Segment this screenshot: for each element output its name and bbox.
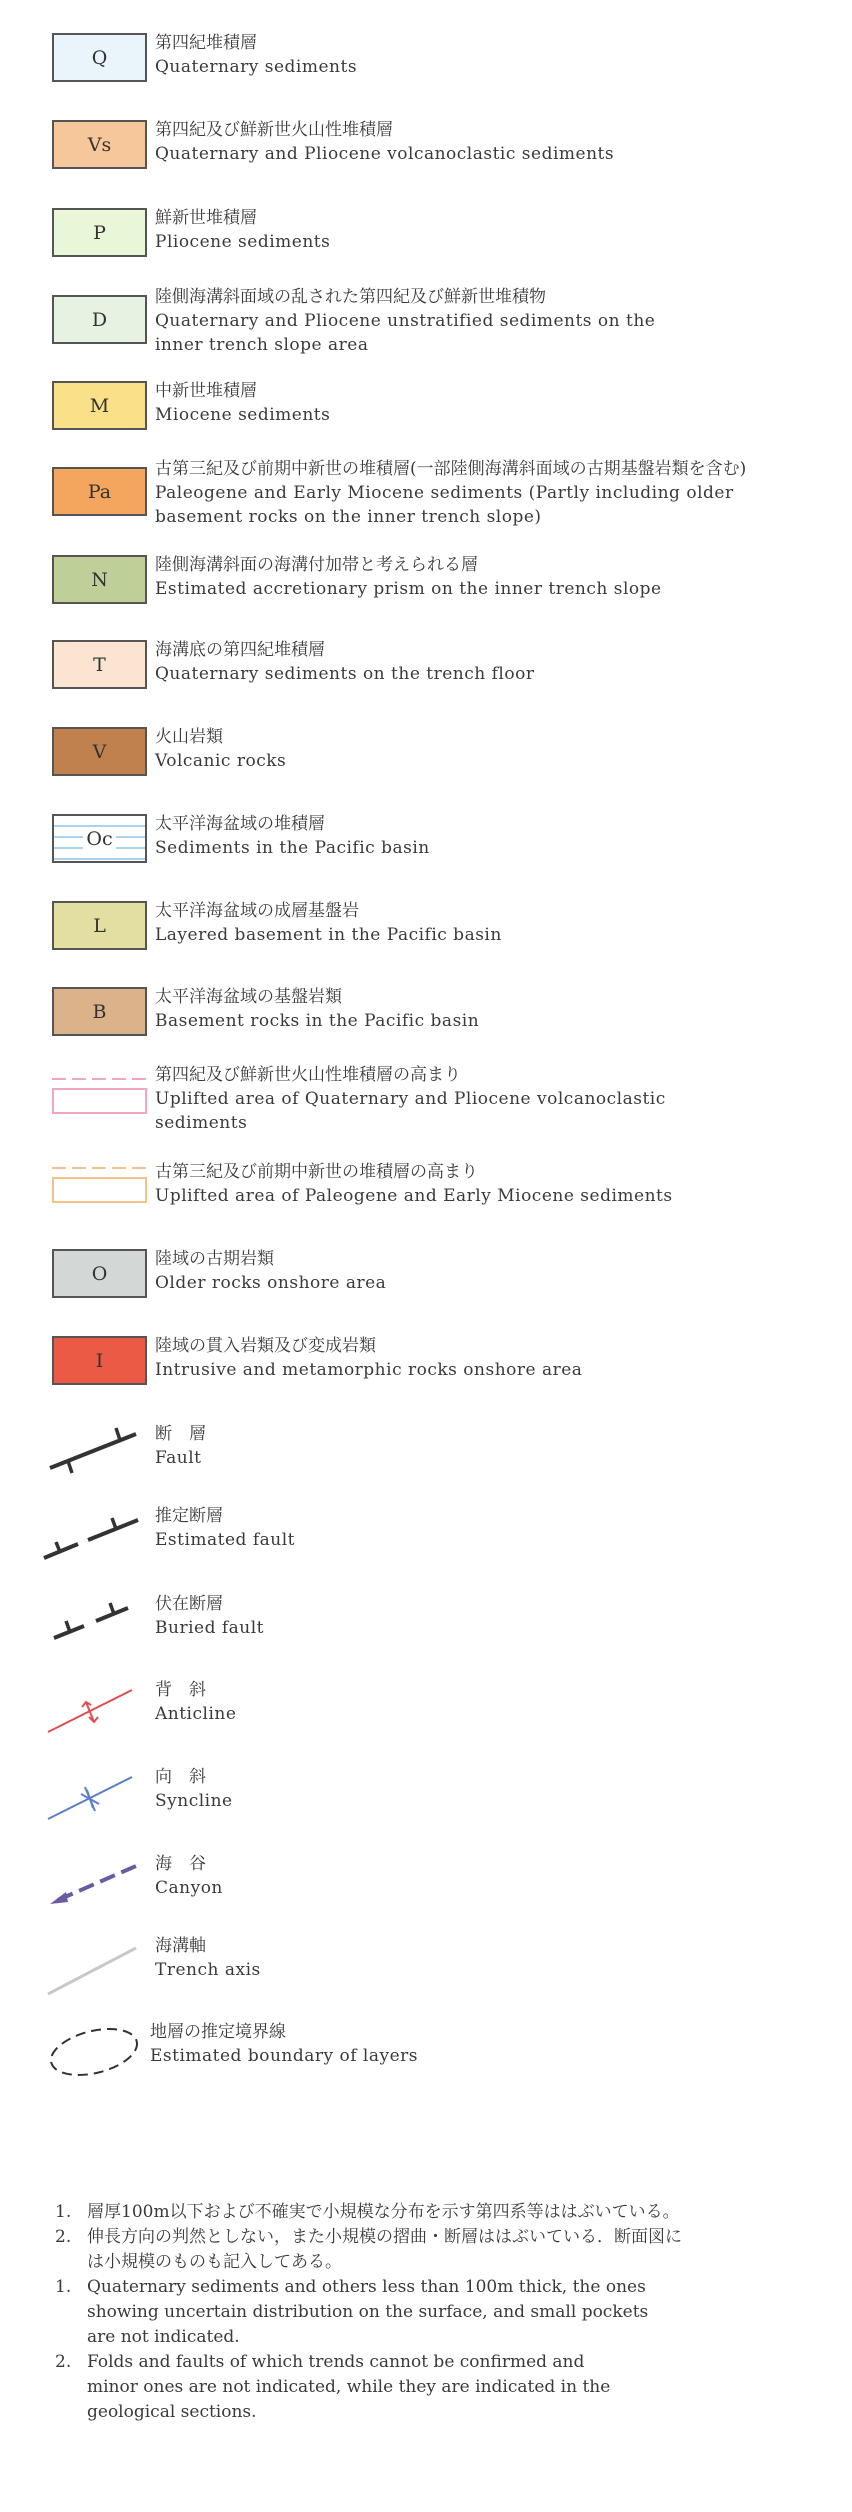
label-ja: 背 斜 (155, 1680, 206, 1700)
label-en: Trench axis (155, 1960, 261, 1980)
uplift-orange-swatch (52, 1162, 147, 1211)
uplift-pink-swatch (52, 1073, 147, 1122)
symbol-label (155, 1422, 206, 1470)
unit-swatch (52, 295, 147, 344)
legend-label (155, 899, 502, 947)
notes (55, 2200, 682, 2425)
label-en: Intrusive and metamorphic rocks onshore area (155, 1360, 583, 1380)
label-en: Volcanic rocks (155, 751, 287, 771)
symbol-label (155, 1592, 264, 1640)
label-en: Fault (155, 1448, 202, 1468)
legend-label (155, 118, 614, 166)
unit-code: V (92, 740, 107, 763)
label-en: Estimated fault (155, 1530, 295, 1550)
legend-label (155, 31, 357, 79)
unit-code: Vs (87, 133, 112, 156)
label-ja: 海溝底の第四紀堆積層 (155, 640, 325, 660)
label-en: Older rocks onshore area (155, 1273, 387, 1293)
note-number: 1. (55, 2202, 72, 2222)
legend-label (155, 553, 662, 601)
boundary-icon (40, 2018, 150, 2088)
unit-code: O (91, 1262, 108, 1285)
label-ja: 推定断層 (155, 1506, 223, 1526)
label-en: Uplifted area of Quaternary and Pliocene volcanoclastic (155, 1089, 666, 1109)
note-line: は小規模のものも記入してある。 (87, 2252, 342, 2272)
estimated-fault-icon (40, 1502, 150, 1572)
fault-icon (40, 1420, 150, 1490)
symbol-label (150, 2020, 418, 2068)
unit-code: D (91, 308, 108, 331)
unit-swatch (52, 814, 147, 863)
label-ja: 海 谷 (155, 1854, 206, 1874)
unit-code: B (92, 1000, 107, 1023)
note-line: minor ones are not indicated, while they are indicated in the (87, 2377, 611, 2397)
unit-code: Q (91, 46, 108, 69)
note-number: 2. (55, 2352, 72, 2372)
unit-swatch (52, 987, 147, 1036)
unit-swatch (52, 381, 147, 430)
unit-code: T (93, 653, 106, 676)
label-ja: 海溝軸 (155, 1936, 206, 1956)
label-ja: 地層の推定境界線 (150, 2022, 286, 2042)
label-en: Quaternary sediments on the trench floor (155, 664, 535, 684)
label-en: Anticline (155, 1704, 237, 1724)
unit-swatch (52, 467, 147, 516)
note-number: 2. (55, 2227, 72, 2247)
unit-code: L (93, 914, 106, 937)
unit-code: M (89, 394, 110, 417)
legend-label (155, 1334, 582, 1382)
label-ja: 古第三紀及び前期中新世の堆積層(一部陸側海溝斜面域の古期基盤岩類を含む) (155, 459, 747, 479)
label-en: Uplifted area of Paleogene and Early Miocene sediments (155, 1186, 673, 1206)
unit-swatch (52, 901, 147, 950)
legend-label (155, 985, 479, 1033)
label-en: sediments (155, 1113, 248, 1133)
label-en: Buried fault (155, 1618, 264, 1638)
label-ja: 古第三紀及び前期中新世の堆積層の高まり (155, 1162, 478, 1182)
label-en: Quaternary sediments (155, 57, 358, 77)
label-en: Paleogene and Early Miocene sediments (Partly including older (155, 483, 734, 503)
legend-label (155, 638, 534, 686)
unit-swatch (52, 727, 147, 776)
label-ja: 第四紀堆積層 (155, 33, 257, 53)
label-ja: 鮮新世堆積層 (155, 208, 257, 228)
symbol-label (155, 1852, 223, 1900)
legend-label (155, 725, 286, 773)
symbol-label (155, 1934, 261, 1982)
label-ja: 断 層 (155, 1424, 206, 1444)
label-ja: 太平洋海盆域の堆積層 (155, 814, 325, 834)
unit-code: N (91, 568, 108, 591)
label-en: Layered basement in the Pacific basin (155, 925, 502, 945)
label-ja: 火山岩類 (155, 727, 223, 747)
symbol-label (155, 1504, 295, 1552)
label-en: Estimated boundary of layers (150, 2046, 419, 2066)
label-ja: 向 斜 (155, 1767, 206, 1787)
label-en: inner trench slope area (155, 335, 369, 355)
label-en: Basement rocks in the Pacific basin (155, 1011, 480, 1031)
symbol-label (155, 1765, 233, 1813)
legend-label (155, 1160, 673, 1208)
label-en: Pliocene sediments (155, 232, 331, 252)
label-ja: 中新世堆積層 (155, 381, 257, 401)
label-en: Syncline (155, 1791, 233, 1811)
note-item (55, 2275, 682, 2350)
label-ja: 陸側海溝斜面の海溝付加帯と考えられる層 (155, 555, 478, 575)
label-en: Estimated accretionary prism on the inner trench slope (155, 579, 662, 599)
unit-swatch (52, 555, 147, 604)
note-item (55, 2225, 682, 2275)
label-ja: 太平洋海盆域の基盤岩類 (155, 987, 342, 1007)
unit-swatch (52, 33, 147, 82)
legend-label (155, 1063, 666, 1135)
label-ja: 陸域の古期岩類 (155, 1249, 274, 1269)
label-ja: 第四紀及び鮮新世火山性堆積層の高まり (155, 1065, 461, 1085)
label-ja: 陸側海溝斜面域の乱された第四紀及び鮮新世堆積物 (155, 287, 546, 307)
label-en: Sediments in the Pacific basin (155, 838, 430, 858)
unit-swatch (52, 208, 147, 257)
legend-label (155, 812, 430, 860)
label-ja: 第四紀及び鮮新世火山性堆積層 (155, 120, 393, 140)
note-item (55, 2350, 682, 2425)
label-ja: 太平洋海盆域の成層基盤岩 (155, 901, 359, 921)
legend-label (155, 1247, 386, 1295)
anticline-icon (40, 1676, 150, 1746)
syncline-icon (40, 1763, 150, 1833)
note-line: geological sections. (87, 2402, 257, 2422)
unit-swatch (52, 1249, 147, 1298)
unit-code: Oc (83, 828, 115, 850)
legend-label (155, 379, 330, 427)
unit-swatch (52, 120, 147, 169)
note-line: Folds and faults of which trends cannot be confirmed and (87, 2352, 585, 2372)
trench-axis-icon (40, 1932, 150, 2002)
canyon-icon (40, 1850, 150, 1920)
note-line: showing uncertain distribution on the surface, and small pockets (87, 2302, 649, 2322)
buried-fault-icon (40, 1590, 150, 1660)
note-item (55, 2200, 682, 2225)
unit-swatch (52, 1336, 147, 1385)
label-en: Miocene sediments (155, 405, 331, 425)
label-ja: 伏在断層 (155, 1594, 223, 1614)
label-en: Quaternary and Pliocene volcanoclastic sediments (155, 144, 615, 164)
legend-label (155, 206, 330, 254)
label-en: basement rocks on the inner trench slope) (155, 507, 542, 527)
note-line: 層厚100m以下および不確実で小規模な分布を示す第四系等ははぶいている。 (87, 2202, 680, 2222)
unit-code: I (95, 1349, 104, 1372)
label-en: Canyon (155, 1878, 223, 1898)
note-line: are not indicated. (87, 2327, 240, 2347)
legend-label (155, 457, 746, 529)
symbol-label (155, 1678, 236, 1726)
label-en: Quaternary and Pliocene unstratified sediments on the (155, 311, 656, 331)
note-line: 伸長方向の判然としない，また小規模の摺曲・断層ははぶいている．断面図に (87, 2227, 682, 2247)
label-ja: 陸域の貫入岩類及び変成岩類 (155, 1336, 376, 1356)
unit-code: Pa (87, 480, 112, 503)
unit-code: P (93, 221, 106, 244)
unit-swatch (52, 640, 147, 689)
legend-label (155, 285, 655, 357)
note-line: Quaternary sediments and others less than 100m thick, the ones (87, 2277, 646, 2297)
note-number: 1. (55, 2277, 72, 2297)
